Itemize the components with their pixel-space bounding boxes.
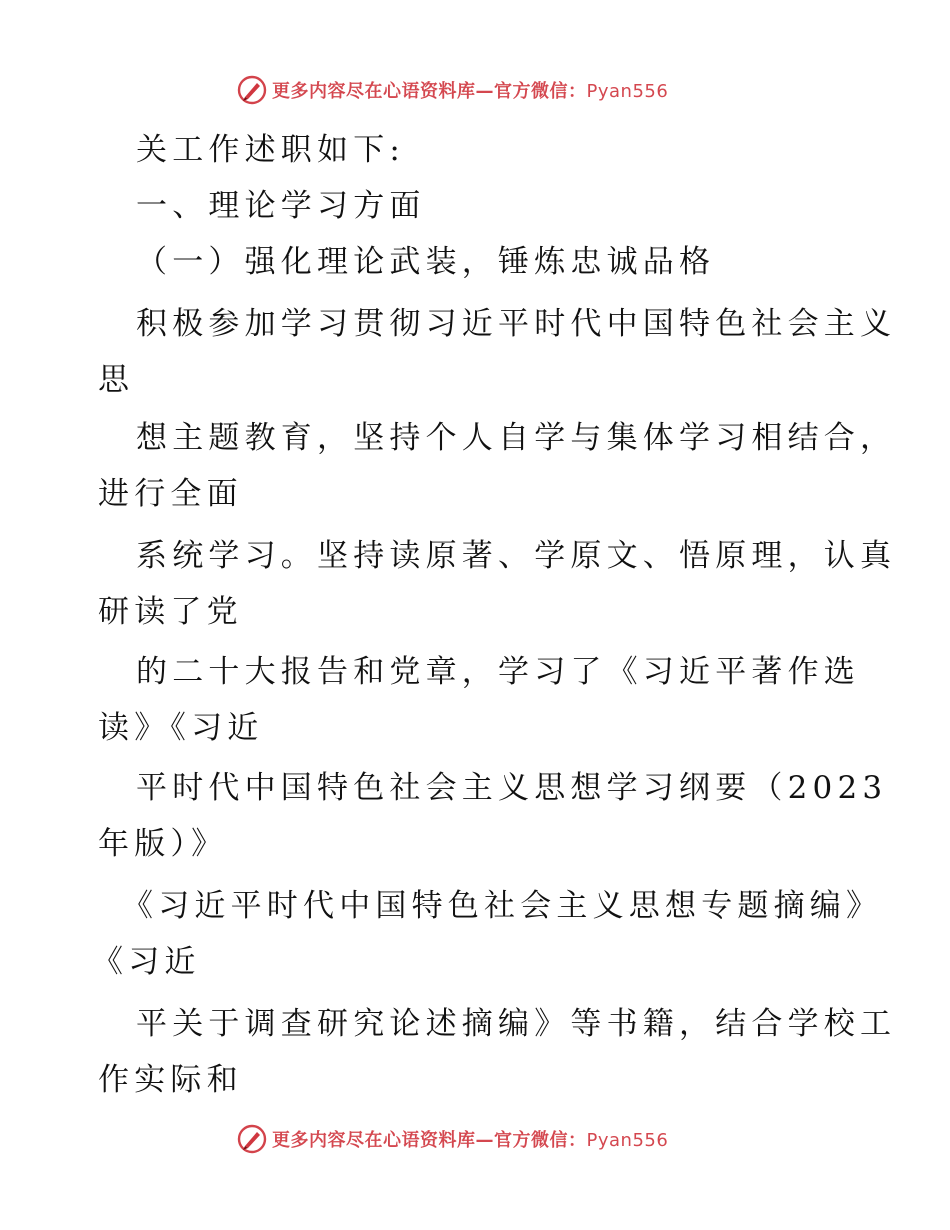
paragraph-line: 作实际和 xyxy=(98,1062,243,1098)
paragraph-line: 平时代中国特色社会主义思想学习纲要（2023 xyxy=(136,770,888,806)
watermark-text: 更多内容尽在心语资料库—官方微信：Pyan556 xyxy=(272,1130,669,1151)
paragraph-line: 读》《习近 xyxy=(98,710,264,746)
paragraph-line: 积极参加学习贯彻习近平时代中国特色社会主义 xyxy=(136,306,897,342)
header-watermark xyxy=(236,73,668,107)
paragraph-line: 的二十大报告和党章，学习了《习近平著作选 xyxy=(136,654,860,690)
footer-watermark xyxy=(236,1122,668,1156)
paragraph-line: 思 xyxy=(98,362,135,398)
paragraph-line: 想主题教育，坚持个人自学与集体学习相结合， xyxy=(136,420,897,456)
paragraph-line: 《习近 xyxy=(92,944,201,980)
paragraph-line: 关工作述职如下: xyxy=(136,132,406,168)
paragraph-line: 年版）》 xyxy=(98,826,228,862)
wechat-id: Pyan556 xyxy=(586,81,669,102)
paragraph-line: 《习近平时代中国特色社会主义思想专题摘编》 xyxy=(122,888,883,924)
pen-logo-icon xyxy=(236,74,268,106)
section-heading: 一、理论学习方面 xyxy=(136,188,426,224)
paragraph-line: 系统学习。坚持读原著、学原文、悟原理，认真 xyxy=(136,538,897,574)
wechat-id: Pyan556 xyxy=(586,1130,669,1151)
watermark-text: 更多内容尽在心语资料库—官方微信：Pyan556 xyxy=(272,81,669,102)
paragraph-line: 平关于调查研究论述摘编》等书籍，结合学校工 xyxy=(136,1006,897,1042)
pen-logo-icon xyxy=(236,1123,268,1155)
paragraph-line: 进行全面 xyxy=(98,476,243,512)
subsection-heading: （一）强化理论武装，锤炼忠诚品格 xyxy=(136,244,716,280)
paragraph-line: 研读了党 xyxy=(98,594,243,630)
